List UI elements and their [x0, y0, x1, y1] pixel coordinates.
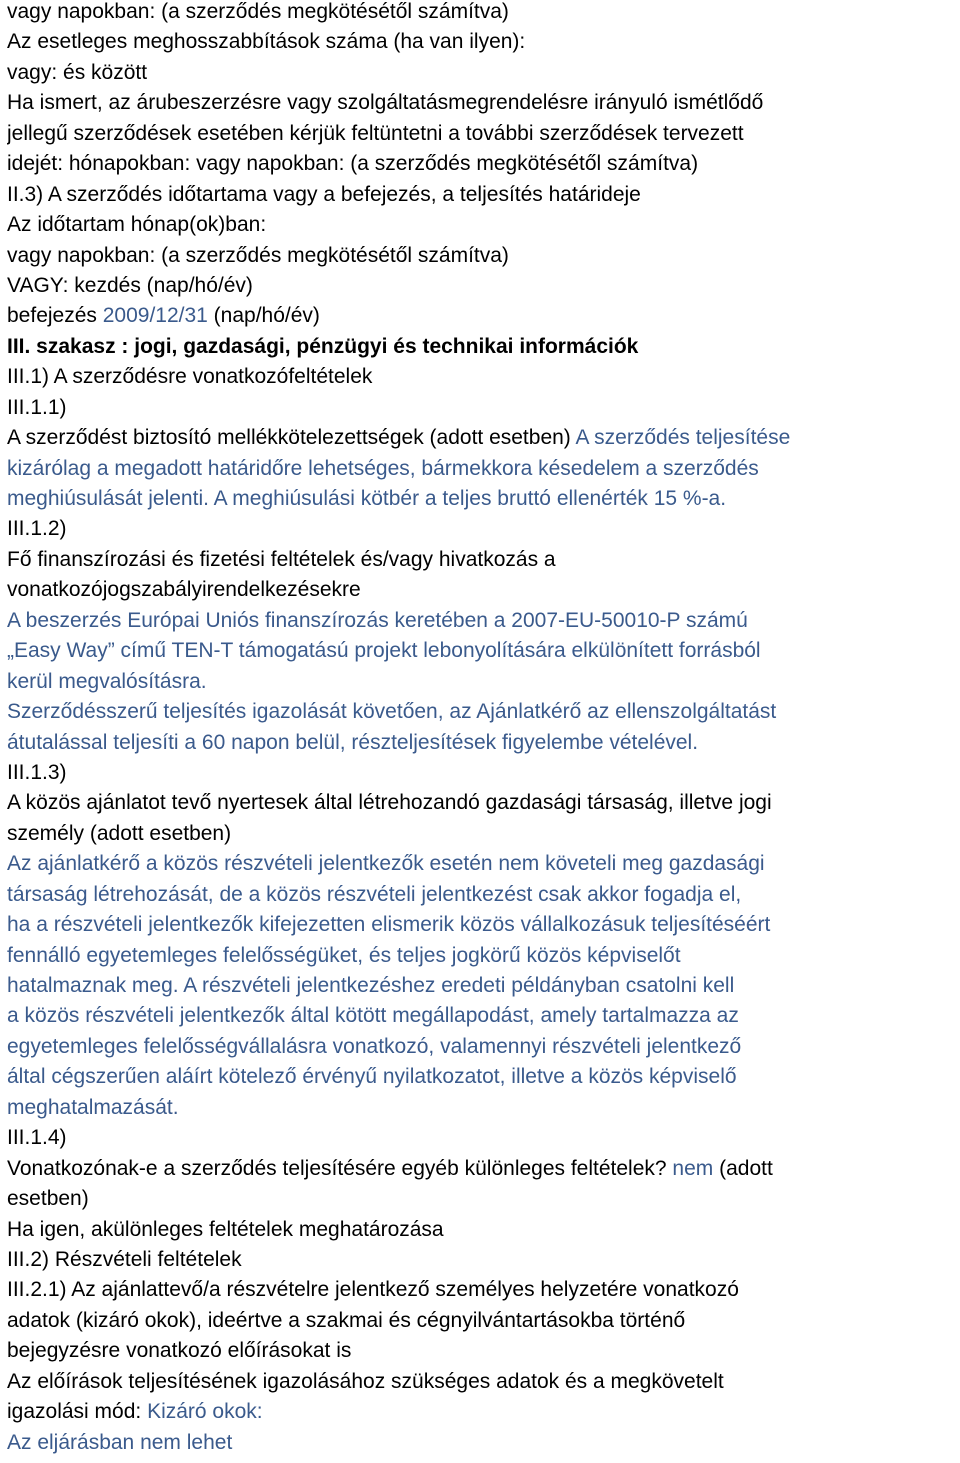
field-label: vagy: és között — [7, 60, 148, 84]
document-line — [7, 545, 960, 575]
field-label: Fő finanszírozási és fizetési feltételek és/vagy hivatkozás a — [7, 547, 556, 571]
field-value: kizárólag a megadott határidőre lehetséges, bármekkora késedelem a szerződés — [7, 456, 759, 480]
document-line — [7, 119, 960, 149]
field-value: 2009/12/31 — [102, 304, 208, 328]
field-label: A szerződést biztosító mellékkötelezettségek (adott esetben) — [7, 426, 576, 450]
document-line — [7, 971, 960, 1001]
field-label: befejezés — [7, 304, 103, 328]
field-label: adatok (kizáró okok), ideértve a szakmai és cégnyilvántartásokba történő — [7, 1308, 686, 1332]
field-label: (nap/hó/év) — [207, 304, 320, 328]
document-line — [7, 880, 960, 910]
document-line — [7, 1001, 960, 1031]
field-value: társaság létrehozását, de a közös részvételi jelentkezést csak akkor fogadja el, — [7, 882, 742, 906]
document-line — [7, 484, 960, 514]
document-line — [7, 849, 960, 879]
document-line — [7, 697, 960, 727]
document-line — [7, 1123, 960, 1153]
document-line — [7, 1154, 960, 1184]
document-line — [7, 149, 960, 179]
field-label: esetben) — [7, 1187, 89, 1211]
field-value: A beszerzés Európai Uniós finanszírozás keretében a 2007-EU-50010-P számú — [7, 608, 748, 632]
field-label: III.1) A szerződésre vonatkozófeltételek — [7, 365, 373, 389]
field-value: Kizáró okok: — [147, 1400, 263, 1424]
field-label: Ha igen, akülönleges feltételek meghatározása — [7, 1217, 444, 1241]
field-value: által cégszerűen aláírt kötelező érvényű nyilatkozatot, illetve a közös képviselő — [7, 1065, 737, 1089]
document-line — [7, 606, 960, 636]
document-line — [7, 514, 960, 544]
document-line — [7, 819, 960, 849]
field-label: jellegű szerződések esetében kérjük feltüntetni a további szerződések tervezett — [7, 121, 744, 145]
document-line — [7, 1032, 960, 1062]
field-value: meghiúsulását jelenti. A meghiúsulási kötbér a teljes bruttó ellenérték 15 %-a. — [7, 487, 727, 510]
field-label: személy (adott esetben) — [7, 821, 232, 845]
document-line — [7, 941, 960, 971]
document-line — [7, 788, 960, 818]
document-line — [7, 575, 960, 605]
document-line — [7, 1245, 960, 1275]
document-line — [7, 271, 960, 301]
document-line — [7, 210, 960, 240]
field-value: „Easy Way” című TEN-T támogatású projekt lebonyolítására elkülönített forrásból — [7, 639, 761, 663]
field-label: igazolási mód: — [7, 1400, 148, 1424]
field-value: kerül megvalósításra. — [7, 669, 207, 693]
document-line — [7, 0, 960, 27]
document-line — [7, 423, 960, 453]
field-label: (adott — [713, 1156, 773, 1180]
field-label: idejét: hónapokban: vagy napokban: (a szerződés megkötésétől számítva) — [7, 152, 699, 176]
document-line — [7, 728, 960, 758]
field-label: Ha ismert, az árubeszerzésre vagy szolgáltatásmegrendelésre irányuló ismétlődő — [7, 91, 764, 115]
document-line — [7, 1336, 960, 1366]
document-line — [7, 58, 960, 88]
field-value: átutalással teljesíti a 60 napon belül, részteljesítések figyelembe vételével. — [7, 730, 699, 754]
field-label: III.1.1) — [7, 395, 67, 419]
document-line — [7, 180, 960, 210]
field-label: III.1.3) — [7, 760, 67, 784]
field-value: Szerződésszerű teljesítés igazolását követően, az Ajánlatkérő az ellenszolgáltatást — [7, 700, 777, 724]
field-value: ha a részvételi jelentkezők kifejezetten elismerik közös vállalkozásuk teljesítéséért — [7, 913, 771, 937]
document-line — [7, 1093, 960, 1123]
document-line — [7, 88, 960, 118]
field-value: nem — [672, 1156, 714, 1180]
field-label: III.2.1) Az ajánlattevő/a részvételre jelentkező személyes helyzetére vonatkozó — [7, 1278, 739, 1302]
field-value: Az ajánlatkérő a közös részvételi jelentkezők esetén nem követeli meg gazdasági — [7, 852, 765, 876]
field-value: meghatalmazását. — [7, 1095, 179, 1119]
field-label: vagy napokban: (a szerződés megkötésétől számítva) — [7, 0, 509, 23]
field-value: egyetemleges felelősségvállalásra vonatkozó, valamennyi részvételi jelentkező — [7, 1034, 742, 1058]
field-label: bejegyzésre vonatkozó előírásokat is — [7, 1339, 352, 1363]
document-line — [7, 27, 960, 57]
field-label: A közös ajánlatot tevő nyertesek által létrehozandó gazdasági társaság, illetve jogi — [7, 791, 772, 815]
document-line — [7, 454, 960, 484]
document-line — [7, 667, 960, 697]
field-label: Az esetleges meghosszabbítások száma (ha van ilyen): — [7, 30, 526, 54]
document-line — [7, 758, 960, 788]
document-line — [7, 1397, 960, 1427]
field-value: a közös részvételi jelentkezők által kötött megállapodást, amely tartalmazza az — [7, 1004, 739, 1028]
field-value: Az eljárásban nem lehet — [7, 1430, 233, 1454]
field-label: III.2) Részvételi feltételek — [7, 1247, 242, 1271]
document-line — [7, 910, 960, 940]
field-label: Az előírások teljesítésének igazolásához szükséges adatok és a megkövetelt — [7, 1369, 724, 1393]
field-label: II.3) A szerződés időtartama vagy a befejezés, a teljesítés határideje — [7, 182, 641, 206]
document-line — [7, 241, 960, 271]
document-line — [7, 1428, 960, 1458]
document-line — [7, 636, 960, 666]
field-label: Vonatkozónak-e a szerződés teljesítésére egyéb különleges feltételek? — [7, 1156, 673, 1180]
document-line — [7, 301, 960, 331]
document-line — [7, 1306, 960, 1336]
field-label: vonatkozójogszabályirendelkezésekre — [7, 578, 361, 602]
field-label: vagy napokban: (a szerződés megkötésétől számítva) — [7, 243, 509, 267]
document-line — [7, 1275, 960, 1305]
field-label: III.1.4) — [7, 1126, 67, 1150]
field-value: hatalmaznak meg. A részvételi jelentkezéshez eredeti példányban csatolni kell — [7, 974, 735, 997]
field-value: A szerződés teljesítése — [575, 426, 791, 450]
document-line — [7, 1184, 960, 1214]
field-label: Az időtartam hónap(ok)ban: — [7, 213, 267, 237]
document-line — [7, 1215, 960, 1245]
field-label: III.1.2) — [7, 517, 67, 541]
document-line — [7, 1367, 960, 1397]
document-line — [7, 1062, 960, 1092]
document-line — [7, 393, 960, 423]
field-label: VAGY: kezdés (nap/hó/év) — [7, 273, 253, 297]
document-line — [7, 362, 960, 392]
section-heading: III. szakasz : jogi, gazdasági, pénzügyi és technikai információk — [7, 334, 639, 358]
document-line — [7, 332, 960, 362]
field-value: fennálló egyetemleges felelősségüket, és teljes jogkörű közös képviselőt — [7, 943, 681, 967]
